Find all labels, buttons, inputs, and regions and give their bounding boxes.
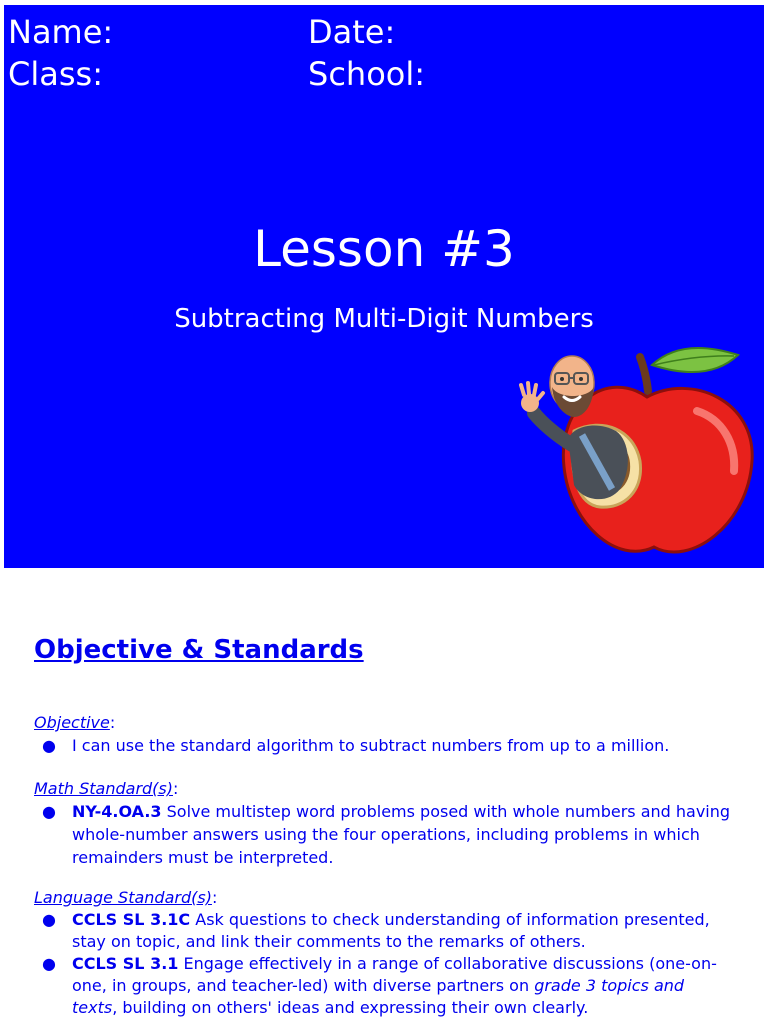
bullet-icon: ● <box>42 954 56 973</box>
standard-text-italic: grade 3 topics and texts <box>72 976 685 1017</box>
list-item <box>34 734 734 757</box>
math-standards-label: Math Standard(s) <box>34 779 173 798</box>
language-standards-label: Language Standard(s) <box>34 888 212 907</box>
teacher-in-apple-illustration <box>512 339 762 569</box>
language-label-punct: : <box>211 888 218 907</box>
standard-text: Engage effectively in a range of collaborative discussions (one-on-one, in groups, and teacher-led) with diverse partners on <box>72 954 717 995</box>
class-label: Class: <box>8 55 103 93</box>
school-label: School: <box>308 55 426 93</box>
objective-standards-document <box>34 630 734 1017</box>
standard-text: Solve multistep word problems posed with whole numbers and having whole-number answers using the four operations, including problems in which remainders must be interpreted. <box>72 802 731 867</box>
list-item <box>34 953 734 1019</box>
math-label-row <box>34 778 734 800</box>
bullet-icon: ● <box>42 910 56 929</box>
objective-label-row <box>34 712 734 734</box>
standard-code: NY-4.OA.3 <box>72 802 162 821</box>
math-standards-list <box>34 800 734 869</box>
objective-section <box>34 712 734 757</box>
standard-code: CCLS SL 3.1C <box>72 910 191 929</box>
standard-code: CCLS SL 3.1 <box>72 954 179 973</box>
objective-list <box>34 734 734 757</box>
standard-text-after: , building on others' ideas and expressing their own clearly. <box>112 998 589 1017</box>
bullet-icon: ● <box>42 802 56 821</box>
name-label: Name: <box>8 13 114 51</box>
list-item <box>34 909 734 953</box>
language-label-row <box>34 887 734 909</box>
leaf-icon <box>652 348 738 372</box>
list-item <box>34 800 734 869</box>
language-standards-list <box>34 909 734 1019</box>
objective-text: I can use the standard algorithm to subtract numbers from up to a million. <box>72 736 670 755</box>
math-label-punct: : <box>173 779 179 798</box>
section-heading: Objective & Standards <box>34 635 364 665</box>
math-standards-section <box>34 778 734 869</box>
language-standards-section <box>34 887 734 1019</box>
objective-label: Objective <box>34 713 110 732</box>
date-label: Date: <box>308 13 396 51</box>
objective-label-punct: : <box>109 713 116 732</box>
slide-background <box>4 5 764 568</box>
standard-text: Ask questions to check understanding of information presented, stay on topic, and link their comments to the remarks of others. <box>72 910 710 951</box>
bullet-icon: ● <box>42 736 56 755</box>
lesson-title: Lesson #3 <box>253 220 515 278</box>
lesson-subtitle: Subtracting Multi-Digit Numbers <box>174 304 594 334</box>
